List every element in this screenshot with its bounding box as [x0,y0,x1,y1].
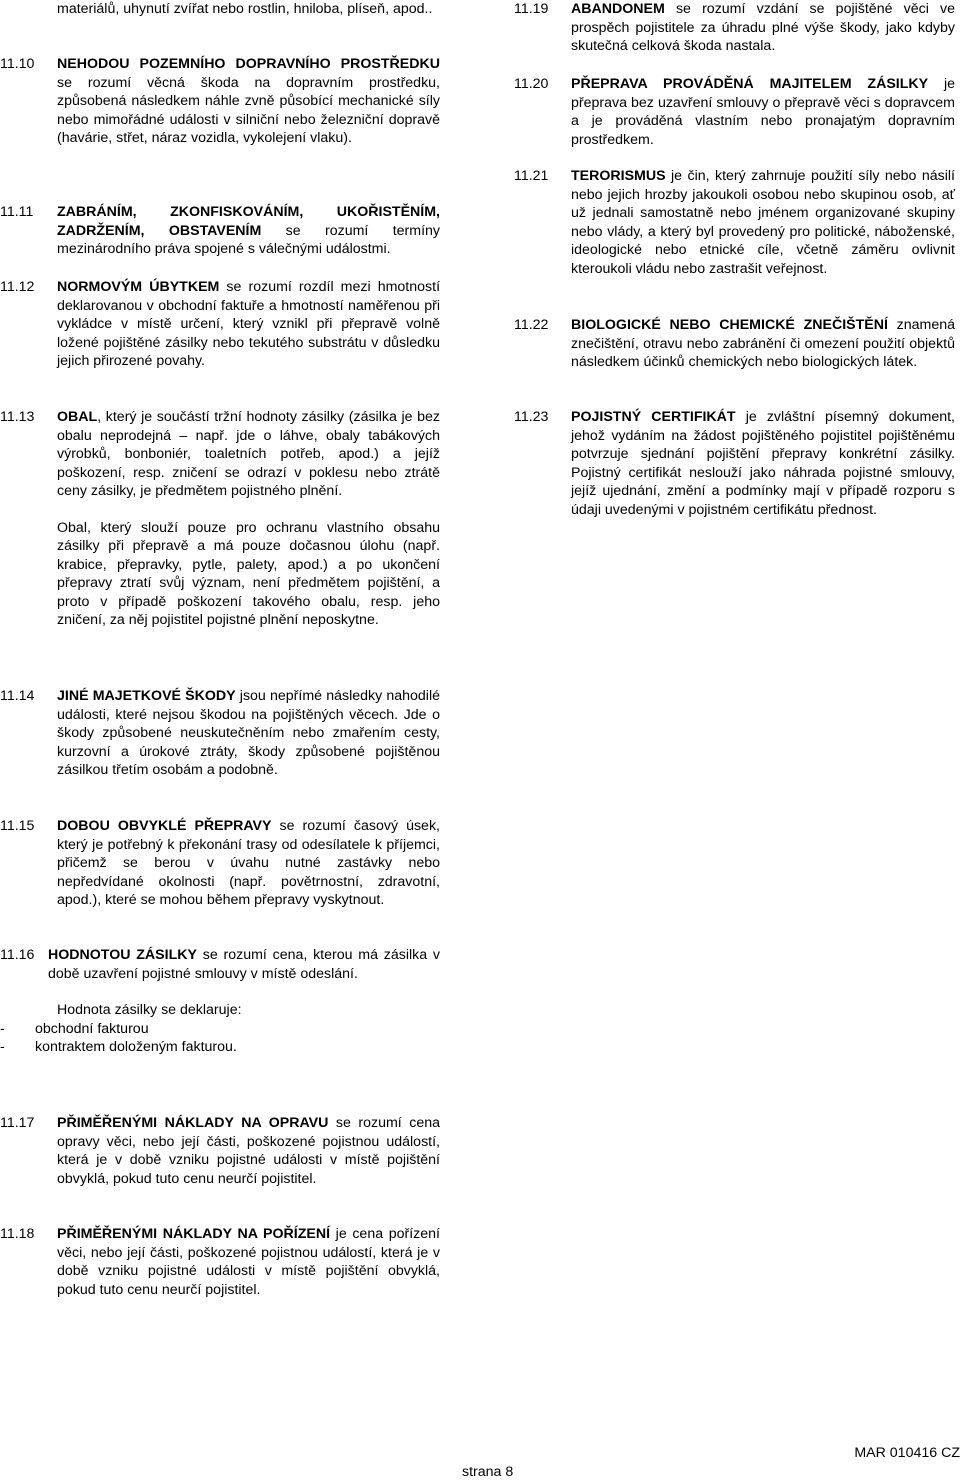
section-number: 11.14 [0,688,35,704]
section-number: 11.11 [0,204,34,220]
section-text: je cena pořízení věci, nebo její části, poškozené pojistnou událostí, která je v době vzniku pojistné události v místě pojištění obvyklá, pokud tuto cenu neurčí pojistitel. [57,1226,440,1298]
intro-text: materiálů, uhynutí zvířat nebo rostlin, hniloba, plíseň, apod.. [57,1,433,17]
section-text: se rozumí cena, kterou má zásilka v době uzavření pojistné smlouvy v místě odeslání. [48,947,440,982]
intro-paragraph [0,0,440,19]
section-text: je čin, který zahrnuje použití síly nebo násilí nebo jejich hrozby jakoukoli osobou nebo skupinou osob, ať už jednali samostatně nebo jménem organizované skupiny nebo vlády, a který byl provedený pro politické, náboženské, ideologické nebo etnické cíle, včetně záměru ovlivnit kteroukoli vládu nebo zastrašit veřejnost. [571,168,955,277]
section-11-19 [514,0,955,56]
section-title: ABANDONEM [571,1,665,17]
section-text: se rozumí cena opravy věci, nebo její části, poškozené pojistnou událostí, která je v době vzniku pojistné události v místě pojištění obvyklá, pokud tuto cenu neurčí pojistitel. [57,1115,440,1187]
section-number: 11.10 [0,56,35,72]
section-number: 11.15 [0,818,35,834]
section-title: NEHODOU POZEMNÍHO DOPRAVNÍHO PROSTŘEDKU [57,56,440,72]
section-number: 11.19 [514,1,549,17]
section-title: PŘEPRAVA PROVÁDĚNÁ MAJITELEM ZÁSILKY [571,76,929,92]
section-title: DOBOU OBVYKLÉ PŘEPRAVY [57,818,272,834]
section-number: 11.18 [0,1226,35,1242]
section-number: 11.12 [0,279,35,295]
section-11-13 [0,408,440,630]
page-number: strana 8 [462,1464,514,1480]
section-11-11 [0,203,440,259]
section-number: 11.22 [514,317,549,333]
section-title: TERORISMUS [571,168,666,184]
document-code: MAR 010416 CZ [854,1445,960,1461]
section-text: je zvláštní písemný dokument, jehož vydáním na žádost pojištěného pojistitel pojištěnému potvrzuje sjednání pojištění přepravy konkrétní zásilky. Pojistný certifikát neslouží jako náhrada pojistné smlouvy, jejíž ujednání, změní a podmínky mají v případě rozporu s údaji uvedenými v pojistném certifikátu přednost. [571,409,955,518]
section-11-23 [514,408,955,519]
section-text: znamená znečištění, otravu nebo zabránění či omezení použití objektů následkem účinků chemických nebo biologických látek. [571,317,955,370]
list-item: - kontraktem doloženým fakturou. [0,1038,440,1057]
section-text: jsou nepřímé následky nahodilé události, které nejsou škodou na pojištěných věcech. Jde o škody způsobené neuskutečněním nebo zmařením cesty, kurzovní a úrokové ztráty, škody způsobené pojištěnou zásilkou třetím osobám a podobně. [57,688,441,778]
list-item: - obchodní fakturou [0,1020,440,1039]
section-11-14 [0,687,440,780]
section-title: OBAL [57,409,98,425]
section-text: se rozumí rozdíl mezi hmotností deklarovanou v obchodní faktuře a hmotností naměřenou při vykládce v místě určení, který vznikl při přepravě volně ložené pojištěné zásilky nebo tekutého substrátu v důsledku jejich přirozené povahy. [57,279,441,369]
section-text: se rozumí věcná škoda na dopravním prostředku, způsobená následkem náhle zvně působící mechanické síly nebo mimořádné události v silniční nebo železniční dopravě (havárie, střet, náraz vozidla, vykolejení vlaku). [57,74,440,146]
section-text: , který je součástí tržní hodnoty zásilky (zásilka je bez obalu neprodejná – např. jde o láhve, obaly tabákových výrobků, bonboniér, toaletních potřeb, apod.) a jejíž poškození, resp. zničení se odrazí v poklesu nebo ztrátě ceny zásilky, je předmětem pojistného plnění. [57,409,440,499]
section-text: se rozumí vzdání se pojištěné věci ve prospěch pojistitele za úhradu plné výše škody, jako kdyby skutečná celková škoda nastala. [571,1,955,54]
section-title: BIOLOGICKÉ NEBO CHEMICKÉ ZNEČIŠTĚNÍ [571,317,888,333]
declaration-list [0,1020,440,1057]
section-11-21 [514,167,955,278]
section-11-18 [0,1225,440,1299]
section-number: 11.16 [0,947,35,963]
section-11-16 [0,946,440,1057]
section-11-20 [514,75,955,149]
section-11-15 [0,817,440,910]
section-11-10 [0,55,440,148]
section-title: PŘIMĚŘENÝMI NÁKLADY NA POŘÍZENÍ [57,1226,331,1242]
section-number: 11.20 [514,76,549,92]
section-title: NORMOVÝM ÚBYTKEM [57,279,220,295]
section-title: POJISTNÝ CERTIFIKÁT [571,409,736,425]
section-11-22 [514,316,955,372]
section-11-17 [0,1114,440,1188]
section-11-12 [0,278,440,371]
section-title: JINÉ MAJETKOVÉ ŠKODY [57,688,236,704]
section-extra-paragraph: Obal, který slouží pouze pro ochranu vlastního obsahu zásilky při přepravě a má pouze dočasnou úlohu (např. krabice, přepravky, pytle, palety, apod.) a po ukončení přepravy ztratí svůj význam, není předmětem pojištění, a proto v případě poškození takového obalu, resp. jeho zničení, za něj pojistitel pojistné plnění neposkytne. [57,519,440,628]
section-title: PŘIMĚŘENÝMI NÁKLADY NA OPRAVU [57,1115,329,1131]
section-number: 11.17 [0,1115,35,1131]
section-title: HODNOTOU ZÁSILKY [48,947,197,963]
section-title: ZABRÁNÍM, ZKONFISKOVÁNÍM, UKOŘISTĚNÍM, ZADRŽENÍM, OBSTAVENÍM [57,204,440,239]
section-text: je přeprava bez uzavření smlouvy o přepravě věci s dopravcem a je prováděná vlastním nebo pronajatým dopravním prostředkem. [571,76,956,148]
section-text: se rozumí termíny mezinárodního práva spojené s válečnými událostmi. [57,222,440,257]
section-number: 11.13 [0,409,35,425]
section-text: se rozumí časový úsek, který je potřebný k překonání trasy od odesílatele k příjemci, přičemž se berou v úvahu nutné zastávky nebo nepředvídané okolnosti (např. povětrnostní, zdravotní, apod.), které se mohou během přepravy vyskytnout. [57,818,440,908]
section-number: 11.23 [514,409,549,425]
section-extra-paragraph: Hodnota zásilky se deklaruje: [57,1002,242,1018]
section-number: 11.21 [514,168,549,184]
